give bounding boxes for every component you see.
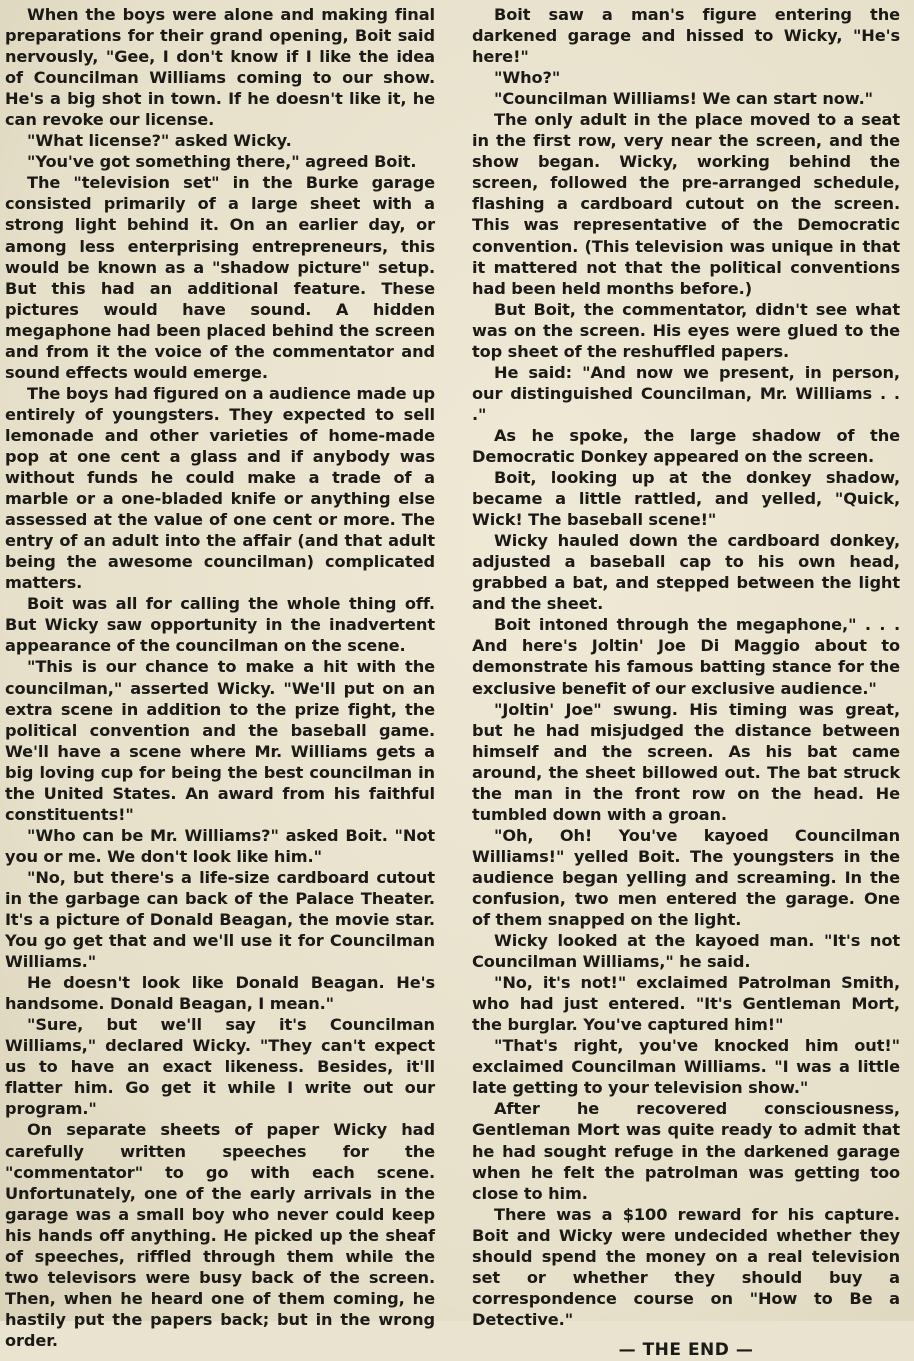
paragraph: On separate sheets of paper Wicky had carefully written speeches for the "commentator" to go with each scene. Unfortunately, one of the early arrivals in the garage was a small boy who never could keep his hands off anything. He picked up the sheaf of speeches, riffled through them while the two televisors were busy back of the screen. Then, when he heard one of them coming, he hastily put the papers back; but in the wrong order. [5,1120,435,1350]
left-column [5,4,435,1351]
paragraph: Boit was all for calling the whole thing off. But Wicky saw opportunity in the inadvertent appearance of the councilman on the scene. [5,594,435,656]
the-end-marker: — THE END — [618,1339,754,1360]
paragraph: There was a $100 reward for his capture. Boit and Wicky were undecided whether they should spend the money on a real television set or whether they should buy a correspondence course on "How to Be a Detective." [472,1204,900,1329]
paragraph: Boit, looking up at the donkey shadow, became a little rattled, and yelled, "Quick, Wick! The baseball scene!" [472,468,900,530]
paragraph: The only adult in the place moved to a seat in the first row, very near the screen, and the show began. Wicky, working behind the screen, followed the pre-arranged schedule, flashing a cardboard cutout on the screen. This was representative of the Democratic convention. (This television was unique in that it mattered not that the political conventions had been held months before.) [472,110,900,298]
paragraph: He said: "And now we present, in person, our distinguished Councilman, Mr. Williams . . ." [472,362,900,424]
paragraph: "You've got something there," agreed Boit. [27,152,417,172]
paragraph: "This is our chance to make a hit with the councilman," asserted Wicky. "We'll put on an extra scene in addition to the prize fight, the political convention and the baseball game. We'll have a scene where Mr. Williams gets a big loving cup for being the best councilman in the United States. An award from his faithful constituents!" [5,657,435,824]
paragraph: Wicky looked at the kayoed man. "It's not Councilman Williams," he said. [472,931,900,972]
paragraph: Wicky hauled down the cardboard donkey, adjusted a baseball cap to his own head, grabbed a bat, and stepped between the light and the sheet. [472,531,900,614]
paragraph: "No, it's not!" exclaimed Patrolman Smith, who had just entered. "It's Gentleman Mort, the burglar. You've captured him!" [472,973,900,1035]
paragraph: "Oh, Oh! You've kayoed Councilman Williams!" yelled Boit. The youngsters in the audience began yelling and screaming. In the confusion, two men entered the garage. One of them snapped on the light. [472,825,900,930]
right-column [472,4,900,1361]
paragraph: Boit intoned through the megaphone," . . . And here's Joltin' Joe Di Maggio about to demonstrate his famous batting stance for the exclusive benefit of our exclusive audience." [472,615,900,698]
paragraph: "Who can be Mr. Williams?" asked Boit. "Not you or me. We don't look like him." [5,825,435,866]
paragraph: "Who?" [494,68,561,88]
paragraph: "What license?" asked Wicky. [27,131,292,151]
paragraph: As he spoke, the large shadow of the Democratic Donkey appeared on the screen. [472,425,900,466]
paragraph: Boit saw a man's figure entering the darkened garage and hissed to Wicky, "He's here!" [472,5,900,67]
paragraph: He doesn't look like Donald Beagan. He's handsome. Donald Beagan, I mean." [5,973,435,1014]
paragraph: "Sure, but we'll say it's Councilman Williams," declared Wicky. "They can't expect us to have an exact likeness. Besides, it'll flatter him. Go get it while I write out our program." [5,1015,435,1119]
paragraph: "No, but there's a life-size cardboard cutout in the garbage can back of the Palace Theater. It's a picture of Donald Beagan, the movie star. You go get that and we'll use it for Councilman Williams." [5,867,435,972]
paragraph: The "television set" in the Burke garage consisted primarily of a large sheet with a strong light behind it. On an earlier day, or among less enterprising entrepreneurs, this would be known as a "shadow picture" setup. But this had an additional feature. These pictures would have sound. A hidden megaphone had been placed behind the screen and from it the voice of the commentator and sound effects would emerge. [5,173,435,382]
paragraph: After he recovered consciousness, Gentleman Mort was quite ready to admit that he had sought refuge in the darkened garage when he felt the patrolman was getting too close to him. [472,1099,900,1203]
paragraph: "Councilman Williams! We can start now." [494,89,873,109]
paragraph: When the boys were alone and making final preparations for their grand opening, Boit said nervously, "Gee, I don't know if I like the idea of Councilman Williams coming to our show. He's a big shot in town. If he doesn't like it, he can revoke our license. [5,5,435,130]
paragraph: "That's right, you've knocked him out!" exclaimed Councilman Williams. "I was a little late getting to your television show." [472,1036,900,1098]
paragraph: The boys had figured on a audience made up entirely of youngsters. They expected to sell lemonade and other varieties of home-made pop at one cent a glass and if anybody was without funds he could make a trade of a marble or a one-bladed knife or anything else assessed at the value of one cent or more. The entry of an adult into the affair (and that adult being the awesome councilman) complicated matters. [5,383,435,593]
paragraph: "Joltin' Joe" swung. His timing was great, but he had misjudged the distance between himself and the screen. As his bat came around, the sheet billowed out. The bat struck the man in the front row on the head. He tumbled down with a groan. [472,699,900,824]
paragraph: But Boit, the commentator, didn't see what was on the screen. His eyes were glued to the top sheet of the reshuffled papers. [472,299,900,361]
